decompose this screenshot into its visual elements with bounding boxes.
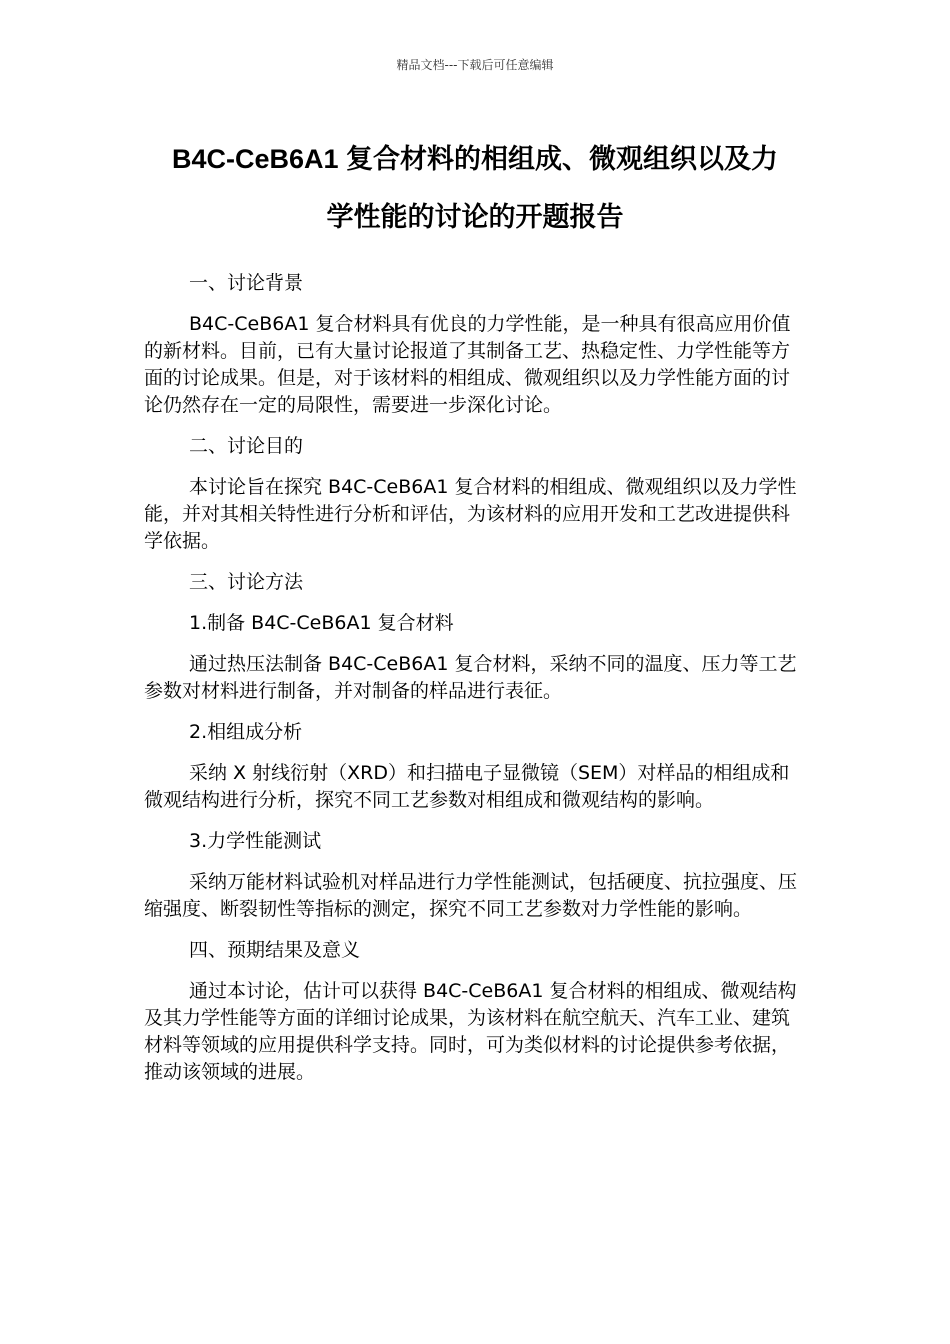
page-header: 精品文档---下载后可任意编辑 — [396, 58, 554, 72]
paragraph-purpose: 本讨论旨在探究 B4C-CeB6A1 复合材料的相组成、微观组织以及力学性能，并对其相关特性进行分析和评估，为该材料的应用开发和工艺改进提供科学依据。 — [144, 476, 797, 552]
section-heading-expected-results: 四、预期结果及意义 — [189, 939, 361, 961]
paragraph-expected-results: 通过本讨论，估计可以获得 B4C-CeB6A1 复合材料的相组成、微观结构及其力学性能等方面的详细讨论成果，为该材料在航空航天、汽车工业、建筑材料等领域的应用提供科学支持。同时，可为类似材料的讨论提供参考依据，推动该领域的进展。 — [144, 980, 797, 1083]
paragraph-preparation: 通过热压法制备 B4C-CeB6A1 复合材料，采纳不同的温度、压力等工艺参数对材料进行制备，并对制备的样品进行表征。 — [144, 653, 797, 702]
title-line-2: 学性能的讨论的开题报告 — [326, 202, 624, 232]
title-line-1: B4C-CeB6A1 复合材料的相组成、微观组织以及力 — [171, 144, 779, 174]
document-title — [140, 130, 810, 246]
paragraph-phase-analysis: 采纳 X 射线衍射（XRD）和扫描电子显微镜（SEM）对样品的相组成和微观结构进行分析，探究不同工艺参数对相组成和微观结构的影响。 — [144, 762, 790, 811]
section-heading-background: 一、讨论背景 — [189, 272, 304, 294]
document-body — [144, 270, 808, 1100]
section-heading-method: 三、讨论方法 — [189, 571, 304, 593]
subheading-phase-analysis: 2.相组成分析 — [189, 721, 303, 743]
paragraph-background: B4C-CeB6A1 复合材料具有优良的力学性能，是一种具有很高应用价值的新材料。目前，已有大量讨论报道了其制备工艺、热稳定性、力学性能等方面的讨论成果。但是，对于该材料的相组成、微观组织以及力学性能方面的讨论仍然存在一定的局限性，需要进一步深化讨论。 — [144, 313, 791, 416]
paragraph-mechanical-test: 采纳万能材料试验机对样品进行力学性能测试，包括硬度、抗拉强度、压缩强度、断裂韧性等指标的测定，探究不同工艺参数对力学性能的影响。 — [144, 871, 798, 920]
section-heading-purpose: 二、讨论目的 — [189, 435, 304, 457]
subheading-preparation: 1.制备 B4C-CeB6A1 复合材料 — [189, 612, 454, 634]
subheading-mechanical-test: 3.力学性能测试 — [189, 830, 322, 852]
